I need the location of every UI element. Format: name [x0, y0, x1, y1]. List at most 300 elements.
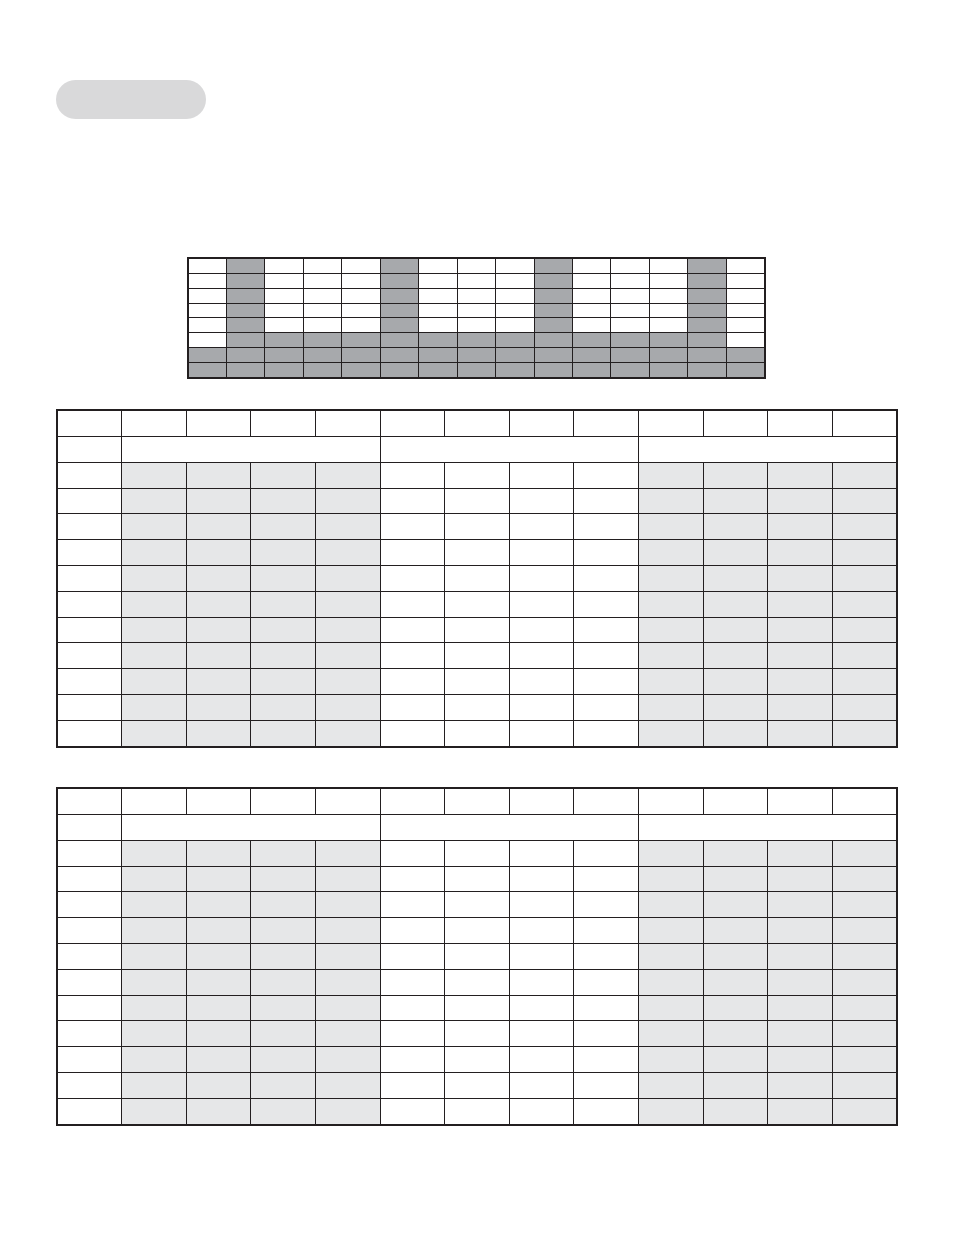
large-grid-cell: [768, 788, 833, 814]
large-grid-cell: [251, 892, 316, 918]
large-grid-cell: [768, 969, 833, 995]
small-grid-cell: [649, 348, 687, 363]
large-grid-cell: [445, 669, 510, 695]
large-grid-cell: [380, 892, 445, 918]
large-grid-cell: [832, 617, 897, 643]
large-grid-cell: [251, 566, 316, 592]
large-grid-cell: [509, 669, 574, 695]
small-grid-cell: [611, 318, 649, 333]
small-grid-cell: [380, 303, 418, 318]
small-grid-row: [188, 333, 765, 348]
large-grid-cell: [315, 1021, 380, 1047]
large-grid-row: [57, 436, 897, 462]
large-grid-cell: [638, 918, 703, 944]
large-grid-cell: [638, 462, 703, 488]
small-grid-cell: [457, 348, 495, 363]
large-grid-cell: [251, 1047, 316, 1073]
large-grid-cell: [445, 944, 510, 970]
large-grid-cell: [186, 669, 251, 695]
small-grid-cell: [303, 303, 341, 318]
small-grid-cell: [688, 288, 726, 303]
small-grid-cell: [573, 303, 611, 318]
large-grid-cell: [768, 1073, 833, 1099]
small-grid-cell: [303, 348, 341, 363]
large-grid-cell: [186, 617, 251, 643]
small-grid-cell: [726, 303, 765, 318]
small-grid-table: [187, 257, 766, 379]
large-grid-cell: [509, 643, 574, 669]
large-grid-cell: [638, 788, 703, 814]
large-grid-group-header-cell: [380, 436, 638, 462]
small-grid-cell: [688, 303, 726, 318]
large-grid-cell: [186, 892, 251, 918]
large-grid-cell: [57, 514, 122, 540]
large-grid-row: [57, 462, 897, 488]
large-grid-cell: [57, 944, 122, 970]
large-grid-body: [57, 410, 897, 747]
large-grid-row: [57, 488, 897, 514]
large-grid-cell: [251, 840, 316, 866]
small-grid-cell: [688, 348, 726, 363]
large-grid-cell: [574, 995, 639, 1021]
large-grid-cell: [122, 1073, 187, 1099]
large-grid-cell: [509, 1047, 574, 1073]
small-grid-cell: [380, 348, 418, 363]
large-grid-cell: [638, 514, 703, 540]
large-grid-cell: [509, 944, 574, 970]
large-grid-cell: [251, 866, 316, 892]
large-grid-cell: [315, 669, 380, 695]
large-grid-cell: [703, 462, 768, 488]
large-grid-cell: [57, 462, 122, 488]
large-grid-cell: [445, 462, 510, 488]
large-grid-cell: [768, 840, 833, 866]
small-grid-cell: [188, 333, 226, 348]
large-grid-body: [57, 788, 897, 1125]
large-grid-table-1: [56, 409, 898, 748]
large-grid-group-header-cell: [638, 814, 897, 840]
large-grid-cell: [703, 566, 768, 592]
large-grid-cell: [122, 788, 187, 814]
large-grid-cell: [122, 591, 187, 617]
large-grid-cell: [186, 540, 251, 566]
large-grid-cell: [832, 944, 897, 970]
small-grid-cell: [573, 258, 611, 273]
large-grid-cell: [122, 488, 187, 514]
large-grid-cell: [832, 918, 897, 944]
large-grid-cell: [445, 566, 510, 592]
large-grid-cell: [122, 462, 187, 488]
large-grid-cell: [638, 566, 703, 592]
large-grid-cell: [445, 514, 510, 540]
small-grid-cell: [534, 363, 572, 378]
large-grid-cell: [703, 892, 768, 918]
large-grid-row: [57, 1098, 897, 1125]
small-grid-cell: [342, 273, 380, 288]
large-grid-cell: [445, 540, 510, 566]
large-grid-cell: [186, 410, 251, 436]
large-grid-cell: [574, 788, 639, 814]
small-grid-cell: [226, 288, 264, 303]
small-grid-cell: [573, 363, 611, 378]
large-grid-cell: [832, 410, 897, 436]
small-grid-cell: [342, 288, 380, 303]
small-grid-cell: [573, 318, 611, 333]
large-grid-cell: [638, 591, 703, 617]
small-grid-row: [188, 288, 765, 303]
large-grid-cell: [445, 617, 510, 643]
large-grid-cell: [57, 617, 122, 643]
small-grid-cell: [303, 333, 341, 348]
large-grid-group-header-cell: [638, 436, 897, 462]
small-grid-cell: [188, 348, 226, 363]
large-grid-cell: [703, 617, 768, 643]
large-grid-row: [57, 918, 897, 944]
large-grid-cell: [832, 840, 897, 866]
small-grid-cell: [534, 288, 572, 303]
large-grid-cell: [703, 788, 768, 814]
large-grid-cell: [57, 669, 122, 695]
small-grid-row: [188, 318, 765, 333]
large-grid-cell: [509, 788, 574, 814]
small-grid-cell: [419, 273, 457, 288]
large-grid-cell: [509, 892, 574, 918]
large-grid-cell: [638, 617, 703, 643]
large-grid-cell: [251, 918, 316, 944]
large-grid-cell: [315, 866, 380, 892]
large-grid-cell: [122, 566, 187, 592]
large-grid-cell: [445, 1098, 510, 1125]
large-grid-cell: [832, 1021, 897, 1047]
large-grid-cell: [186, 944, 251, 970]
small-grid-cell: [726, 348, 765, 363]
small-grid-cell: [611, 363, 649, 378]
large-grid-row: [57, 410, 897, 436]
large-grid-cell: [574, 1047, 639, 1073]
large-grid-cell: [315, 1098, 380, 1125]
small-grid-cell: [226, 258, 264, 273]
large-grid-cell: [315, 944, 380, 970]
small-grid-cell: [611, 333, 649, 348]
large-grid-cell: [703, 488, 768, 514]
small-grid-cell: [726, 318, 765, 333]
large-grid-cell: [315, 918, 380, 944]
large-grid-cell: [703, 840, 768, 866]
small-grid-cell: [726, 288, 765, 303]
large-grid-cell: [251, 514, 316, 540]
large-grid-row: [57, 892, 897, 918]
small-grid-cell: [419, 258, 457, 273]
large-grid-cell: [186, 1047, 251, 1073]
small-grid-cell: [342, 258, 380, 273]
large-grid-cell: [768, 695, 833, 721]
large-grid-cell: [122, 918, 187, 944]
small-grid-cell: [380, 333, 418, 348]
large-grid-cell: [122, 514, 187, 540]
large-grid-cell: [768, 540, 833, 566]
small-grid-body: [188, 258, 765, 378]
large-grid-cell: [703, 695, 768, 721]
large-grid-group-header-cell: [122, 436, 380, 462]
large-grid-cell: [638, 720, 703, 747]
large-grid-cell: [57, 720, 122, 747]
large-grid-cell: [638, 643, 703, 669]
small-grid-cell: [496, 348, 534, 363]
large-grid-cell: [703, 969, 768, 995]
large-grid-cell: [57, 695, 122, 721]
small-grid-cell: [457, 258, 495, 273]
small-grid-cell: [688, 363, 726, 378]
large-grid-cell: [768, 643, 833, 669]
large-grid-cell: [768, 566, 833, 592]
small-grid-cell: [573, 348, 611, 363]
large-grid-cell: [251, 617, 316, 643]
small-grid-cell: [457, 318, 495, 333]
large-grid-cell: [509, 1021, 574, 1047]
large-grid-cell: [768, 918, 833, 944]
large-grid-cell: [638, 1098, 703, 1125]
large-grid-cell: [57, 643, 122, 669]
small-grid-cell: [611, 288, 649, 303]
large-grid-cell: [445, 1073, 510, 1099]
large-grid-cell: [380, 514, 445, 540]
large-grid-cell: [574, 1098, 639, 1125]
large-grid-group-header-cell: [380, 814, 638, 840]
large-grid-cell: [315, 840, 380, 866]
large-grid-cell: [380, 1098, 445, 1125]
small-grid-cell: [573, 273, 611, 288]
large-grid-cell: [186, 866, 251, 892]
large-grid-cell: [186, 840, 251, 866]
small-grid-cell: [265, 318, 303, 333]
large-grid-cell: [768, 995, 833, 1021]
small-grid-cell: [726, 258, 765, 273]
large-grid-cell: [251, 643, 316, 669]
small-grid-cell: [419, 318, 457, 333]
small-grid-cell: [342, 363, 380, 378]
large-grid-cell: [57, 1098, 122, 1125]
small-grid-cell: [303, 273, 341, 288]
large-grid-cell: [574, 866, 639, 892]
small-grid-row: [188, 273, 765, 288]
large-grid-cell: [638, 695, 703, 721]
large-grid-cell: [703, 643, 768, 669]
small-grid-cell: [496, 363, 534, 378]
large-grid-cell: [574, 462, 639, 488]
large-grid-cell: [832, 1098, 897, 1125]
large-grid-cell: [186, 788, 251, 814]
large-grid-cell: [380, 462, 445, 488]
large-grid-cell: [445, 995, 510, 1021]
large-grid-row: [57, 1073, 897, 1099]
large-grid-cell: [445, 695, 510, 721]
large-grid-cell: [57, 540, 122, 566]
large-grid-cell: [768, 1047, 833, 1073]
large-grid-cell: [380, 488, 445, 514]
small-grid-cell: [265, 273, 303, 288]
large-grid-cell: [832, 591, 897, 617]
large-grid-cell: [251, 944, 316, 970]
large-grid-row: [57, 540, 897, 566]
large-grid-cell: [445, 1047, 510, 1073]
large-grid-cell: [768, 892, 833, 918]
large-grid-cell: [832, 695, 897, 721]
large-grid-cell: [445, 1021, 510, 1047]
large-grid-cell: [703, 1047, 768, 1073]
small-grid-cell: [534, 258, 572, 273]
large-grid-cell: [445, 410, 510, 436]
small-grid-cell: [688, 333, 726, 348]
small-grid-cell: [303, 318, 341, 333]
large-grid-cell: [122, 892, 187, 918]
large-grid-cell: [251, 540, 316, 566]
large-grid-cell: [703, 866, 768, 892]
small-grid-cell: [496, 318, 534, 333]
large-grid-cell: [509, 995, 574, 1021]
small-grid-cell: [226, 348, 264, 363]
large-grid-cell: [638, 969, 703, 995]
large-grid-cell: [315, 591, 380, 617]
large-grid-cell: [251, 995, 316, 1021]
large-grid-cell: [574, 720, 639, 747]
small-grid-cell: [649, 318, 687, 333]
large-grid-cell: [122, 1098, 187, 1125]
large-grid-cell: [186, 566, 251, 592]
small-grid-cell: [496, 273, 534, 288]
small-grid-cell: [303, 363, 341, 378]
large-grid-cell: [315, 969, 380, 995]
large-grid-cell: [57, 488, 122, 514]
small-grid-cell: [611, 303, 649, 318]
large-grid-cell: [186, 1021, 251, 1047]
large-grid-cell: [445, 866, 510, 892]
large-grid-cell: [251, 488, 316, 514]
large-grid-row: [57, 944, 897, 970]
large-grid-cell: [574, 1021, 639, 1047]
large-grid-cell: [57, 1021, 122, 1047]
large-grid-cell: [57, 918, 122, 944]
large-grid-cell: [315, 643, 380, 669]
large-grid-cell: [574, 1073, 639, 1099]
small-grid-cell: [303, 288, 341, 303]
large-grid-cell: [768, 1098, 833, 1125]
small-grid-cell: [265, 348, 303, 363]
small-grid-cell: [649, 258, 687, 273]
large-grid-cell: [380, 1021, 445, 1047]
small-grid-cell: [573, 288, 611, 303]
small-grid-cell: [726, 363, 765, 378]
small-grid-cell: [534, 333, 572, 348]
small-grid-cell: [688, 318, 726, 333]
small-grid-cell: [380, 363, 418, 378]
small-grid-cell: [457, 273, 495, 288]
large-grid-cell: [380, 840, 445, 866]
large-grid-cell: [186, 1073, 251, 1099]
large-grid-cell: [574, 488, 639, 514]
large-grid-row: [57, 1047, 897, 1073]
large-grid-cell: [638, 1021, 703, 1047]
large-grid-cell: [186, 918, 251, 944]
small-grid-cell: [303, 258, 341, 273]
large-grid-cell: [445, 488, 510, 514]
large-grid-cell: [380, 617, 445, 643]
large-grid-cell: [122, 695, 187, 721]
large-grid-cell: [832, 643, 897, 669]
large-grid-row: [57, 720, 897, 747]
small-grid-cell: [726, 273, 765, 288]
large-grid-cell: [445, 591, 510, 617]
small-grid-cell: [457, 303, 495, 318]
large-grid-cell: [832, 514, 897, 540]
large-grid-cell: [122, 617, 187, 643]
large-grid-cell: [315, 462, 380, 488]
small-grid-cell: [649, 333, 687, 348]
large-grid-cell: [315, 514, 380, 540]
small-grid-cell: [265, 333, 303, 348]
large-grid-cell: [186, 995, 251, 1021]
large-grid-cell: [380, 1073, 445, 1099]
small-grid-cell: [380, 258, 418, 273]
large-grid-cell: [380, 720, 445, 747]
large-grid-cell: [251, 1021, 316, 1047]
large-grid-cell: [832, 540, 897, 566]
large-grid-cell: [768, 514, 833, 540]
small-grid-cell: [226, 303, 264, 318]
large-grid-cell: [703, 1021, 768, 1047]
large-grid-cell: [315, 1073, 380, 1099]
large-grid-cell: [315, 788, 380, 814]
large-grid-cell: [574, 514, 639, 540]
large-grid-cell: [315, 488, 380, 514]
large-grid-cell: [380, 591, 445, 617]
large-grid-cell: [832, 1073, 897, 1099]
large-grid-cell: [638, 866, 703, 892]
large-grid-cell: [445, 969, 510, 995]
large-grid-cell: [122, 866, 187, 892]
large-grid-cell: [186, 969, 251, 995]
large-grid-cell: [574, 892, 639, 918]
large-grid-cell: [703, 720, 768, 747]
large-grid-cell: [509, 617, 574, 643]
large-grid-cell: [574, 566, 639, 592]
small-grid-cell: [534, 273, 572, 288]
large-grid-cell: [832, 866, 897, 892]
small-grid-cell: [226, 333, 264, 348]
small-grid-cell: [380, 318, 418, 333]
large-grid-cell: [122, 410, 187, 436]
large-grid-cell: [574, 944, 639, 970]
small-grid-cell: [496, 258, 534, 273]
large-grid-cell: [509, 1098, 574, 1125]
large-grid-cell: [445, 840, 510, 866]
large-grid-cell: [251, 720, 316, 747]
large-grid-cell: [122, 1021, 187, 1047]
large-grid-cell: [315, 1047, 380, 1073]
large-grid-row: [57, 788, 897, 814]
small-grid-cell: [342, 318, 380, 333]
large-grid-cell: [380, 788, 445, 814]
large-grid-cell: [832, 566, 897, 592]
large-grid-group-header-cell: [122, 814, 380, 840]
small-grid-cell: [419, 333, 457, 348]
large-grid-cell: [574, 669, 639, 695]
large-grid-cell: [315, 566, 380, 592]
large-grid-cell: [122, 969, 187, 995]
large-grid-cell: [251, 410, 316, 436]
small-grid-cell: [611, 258, 649, 273]
small-grid-cell: [419, 303, 457, 318]
large-grid-cell: [122, 995, 187, 1021]
